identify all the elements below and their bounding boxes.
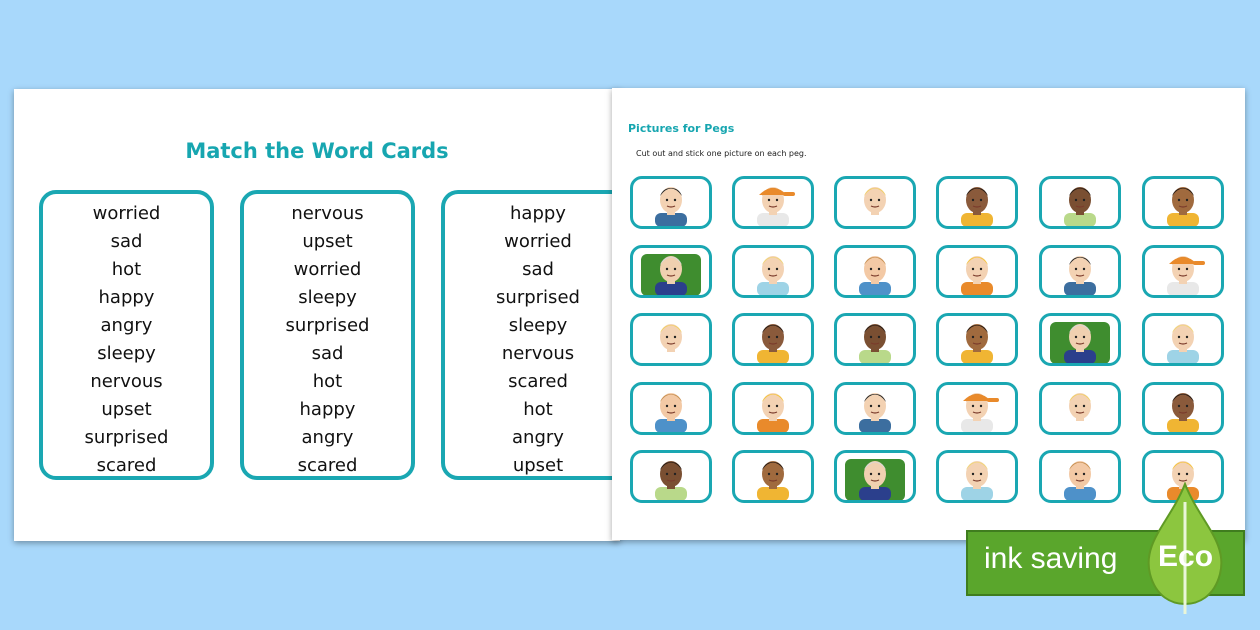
word-item: angry: [100, 315, 153, 336]
word-item: angry: [301, 427, 354, 448]
word-cards-sheet: [14, 89, 620, 541]
word-item: nervous: [90, 371, 163, 392]
picture-card: [630, 382, 712, 435]
boy-hand-on-head-icon: [735, 453, 811, 500]
word-item: worried: [504, 231, 572, 252]
picture-card: [834, 245, 916, 298]
boy-hand-on-head-icon: [1145, 179, 1221, 226]
word-item: upset: [101, 399, 152, 420]
picture-card: [732, 245, 814, 298]
picture-card: [1142, 313, 1224, 366]
picture-card: [732, 450, 814, 503]
word-item: worried: [293, 259, 362, 280]
picture-card: [936, 313, 1018, 366]
word-item: happy: [98, 287, 155, 308]
boy-blond-icon: [1145, 316, 1221, 363]
boy-dark-hair-icon: [837, 385, 913, 432]
child-yellow-hair-icon: [735, 385, 811, 432]
picture-card: [834, 176, 916, 229]
girl-orange-cap-icon: [939, 385, 1015, 432]
boy-light-brown-icon: [1042, 453, 1118, 500]
girl-orange-cap-icon: [1145, 248, 1221, 295]
picture-card: [936, 382, 1018, 435]
boy-dark-skin-icon: [837, 316, 913, 363]
word-item: happy: [299, 399, 356, 420]
elderly-man-armchair-icon: [633, 248, 709, 295]
word-item: scared: [96, 455, 157, 476]
boy-blond-hot-icon: [1042, 385, 1118, 432]
elderly-man-armchair-icon: [837, 453, 913, 500]
word-item: hot: [111, 259, 142, 280]
girl-orange-cap-icon: [735, 179, 811, 226]
picture-card: [936, 176, 1018, 229]
word-item: upset: [512, 455, 564, 476]
boy-dark-hair-icon: [1042, 248, 1118, 295]
picture-card: [732, 313, 814, 366]
word-item: sleepy: [508, 315, 568, 336]
word-item: sad: [311, 343, 344, 364]
girl-curly-dark-icon: [735, 316, 811, 363]
pictures-instruction: Cut out and stick one picture on each peg.: [636, 149, 807, 158]
word-item: surprised: [285, 315, 370, 336]
pictures-sheet: [612, 88, 1245, 540]
word-item: surprised: [84, 427, 169, 448]
word-item: angry: [512, 427, 564, 448]
pictures-title: Pictures for Pegs: [628, 122, 735, 135]
word-item: hot: [312, 371, 343, 392]
picture-card: [1142, 245, 1224, 298]
picture-card: [630, 245, 712, 298]
picture-card: [1039, 176, 1121, 229]
word-item: happy: [510, 203, 566, 224]
picture-card: [834, 382, 916, 435]
picture-card: [1142, 382, 1224, 435]
picture-card: [732, 382, 814, 435]
boy-blond-hot-icon: [837, 179, 913, 226]
word-item: worried: [92, 203, 161, 224]
picture-card: [936, 245, 1018, 298]
girl-curly-dark-icon: [1145, 385, 1221, 432]
word-item: nervous: [291, 203, 364, 224]
ink-saving-text: ink saving: [984, 542, 1118, 575]
eco-label: Eco: [1158, 540, 1214, 573]
boy-blond-icon: [735, 248, 811, 295]
word-item: upset: [302, 231, 353, 252]
picture-card: [936, 450, 1018, 503]
boy-dark-skin-icon: [633, 453, 709, 500]
word-cards-title: Match the Word Cards: [185, 139, 449, 163]
word-item: nervous: [501, 343, 575, 364]
picture-card: [834, 450, 916, 503]
word-item: sad: [110, 231, 143, 252]
picture-card: [1039, 313, 1121, 366]
picture-card: [834, 313, 916, 366]
picture-card: [630, 313, 712, 366]
picture-card: [630, 176, 712, 229]
picture-card: [1039, 245, 1121, 298]
boy-light-brown-icon: [837, 248, 913, 295]
picture-card: [732, 176, 814, 229]
word-card-2: [240, 190, 415, 480]
picture-card: [1142, 176, 1224, 229]
elderly-man-armchair-icon: [1042, 316, 1118, 363]
word-item: hot: [523, 399, 553, 420]
girl-curly-dark-icon: [939, 179, 1015, 226]
boy-blond-hot-icon: [633, 316, 709, 363]
boy-light-brown-icon: [633, 385, 709, 432]
word-card-1: [39, 190, 214, 480]
child-yellow-hair-icon: [939, 248, 1015, 295]
word-item: sleepy: [298, 287, 357, 308]
word-item: sleepy: [97, 343, 156, 364]
boy-hand-on-head-icon: [939, 316, 1015, 363]
boy-dark-skin-icon: [1042, 179, 1118, 226]
word-item: scared: [297, 455, 358, 476]
boy-blond-icon: [939, 453, 1015, 500]
word-item: sad: [522, 259, 554, 280]
picture-card: [630, 450, 712, 503]
boy-dark-hair-icon: [633, 179, 709, 226]
picture-card: [1039, 382, 1121, 435]
word-item: scared: [508, 371, 568, 392]
word-card-3: [441, 190, 631, 480]
picture-card: [1039, 450, 1121, 503]
word-item: surprised: [496, 287, 580, 308]
